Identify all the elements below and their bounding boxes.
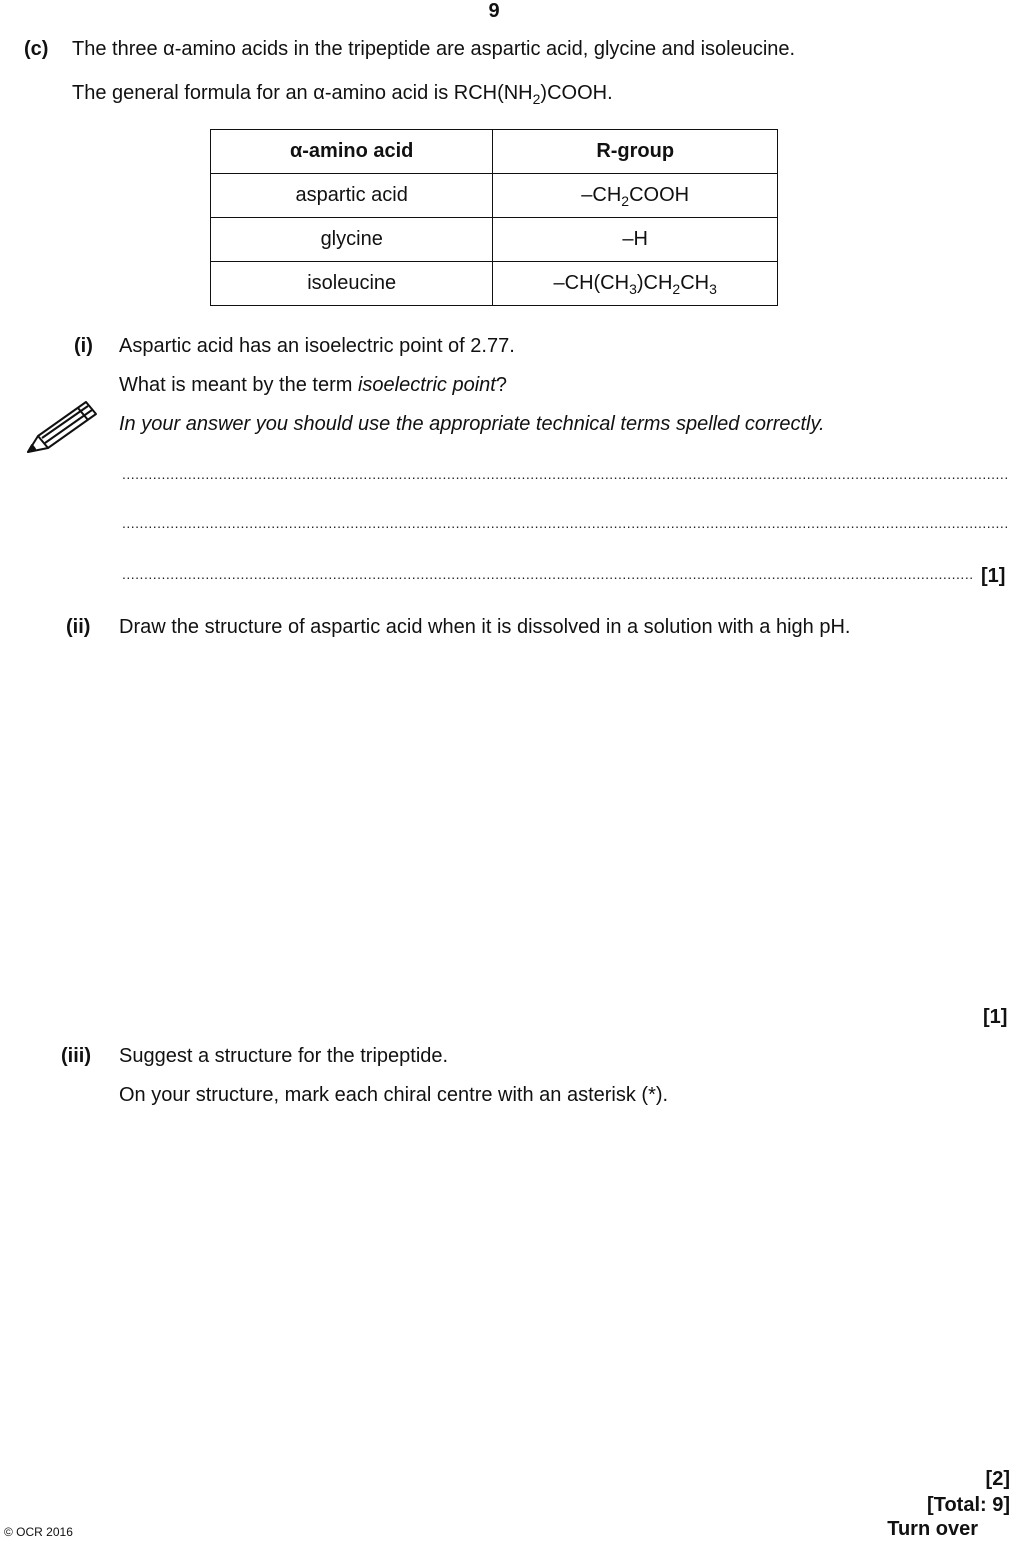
part-i-marks: [1] — [981, 565, 1006, 587]
cell-acid: isoleucine — [211, 262, 493, 306]
part-iii-marks: [2] — [985, 1468, 1010, 1490]
cell-r-group — [493, 262, 778, 306]
drawing-area[interactable] — [119, 650, 989, 990]
header-r-group: R-group — [493, 130, 778, 174]
part-c-label: (c) — [24, 38, 49, 60]
cell-r-group — [493, 218, 778, 262]
table-row — [211, 174, 778, 218]
part-iii-label: (iii) — [61, 1045, 91, 1067]
subscript: 3 — [709, 281, 717, 297]
drawing-area[interactable] — [119, 1120, 989, 1460]
subscript: 2 — [621, 193, 630, 209]
answer-line[interactable] — [122, 466, 1008, 488]
page-number: 9 — [488, 0, 500, 22]
qwc-instruction: In your answer you should use the appropriate technical terms spelled correctly. — [119, 413, 825, 435]
alpha-symbol: α — [313, 82, 325, 104]
total-marks: [Total: 9] — [927, 1494, 1010, 1516]
header-text: -amino acid — [302, 140, 414, 162]
copyright: © OCR 2016 — [4, 1525, 73, 1539]
text-segment: The general formula for an — [72, 82, 314, 104]
formula-part: )CH — [636, 272, 673, 294]
table-header-row — [211, 130, 778, 174]
part-ii-label: (ii) — [66, 616, 91, 638]
formula-part: –CH(CH — [553, 272, 630, 294]
table-row — [211, 218, 778, 262]
part-i-question — [119, 374, 507, 397]
part-iii-line2: On your structure, mark each chiral centre with an asterisk (*). — [119, 1084, 669, 1106]
subscript: 3 — [629, 281, 637, 297]
formula-part: COOH — [629, 184, 690, 206]
header-amino-acid — [211, 130, 493, 174]
answer-line[interactable] — [122, 515, 1008, 537]
subscript: 2 — [672, 281, 681, 297]
subscript: 2 — [532, 91, 541, 107]
turn-over: Turn over — [887, 1518, 978, 1540]
cell-r-group — [493, 174, 778, 218]
formula-part: –H — [622, 228, 648, 250]
part-ii-question: Draw the structure of aspartic acid when it is dissolved in a solution with a high pH. — [119, 616, 851, 638]
part-i-line1: Aspartic acid has an isoelectric point of 2.77. — [119, 335, 515, 357]
part-c-line1 — [72, 38, 795, 61]
formula-part: CH — [680, 272, 710, 294]
italic-term: isoelectric point — [357, 374, 496, 396]
part-iii-line1: Suggest a structure for the tripeptide. — [119, 1045, 449, 1067]
text-segment: -amino acid is RCH(NH — [324, 82, 533, 104]
text-segment: ? — [495, 374, 507, 396]
part-i-label: (i) — [74, 335, 93, 357]
formula-part: –CH — [581, 184, 622, 206]
alpha-symbol: α — [289, 140, 303, 162]
part-ii-marks: [1] — [983, 1006, 1008, 1028]
r-group-table — [210, 129, 778, 306]
pencil-icon — [26, 398, 98, 456]
text-segment: )COOH. — [540, 82, 613, 104]
answer-line[interactable] — [122, 566, 974, 588]
text-segment: -amino acids in the tripeptide are aspartic acid, glycine and isoleucine. — [174, 38, 796, 60]
general-formula-line — [72, 82, 613, 105]
cell-acid: aspartic acid — [211, 174, 493, 218]
text-segment: What is meant by the term — [119, 374, 358, 396]
table-row — [211, 262, 778, 306]
text-segment: The three — [72, 38, 164, 60]
cell-acid: glycine — [211, 218, 493, 262]
alpha-symbol: α — [163, 38, 175, 60]
